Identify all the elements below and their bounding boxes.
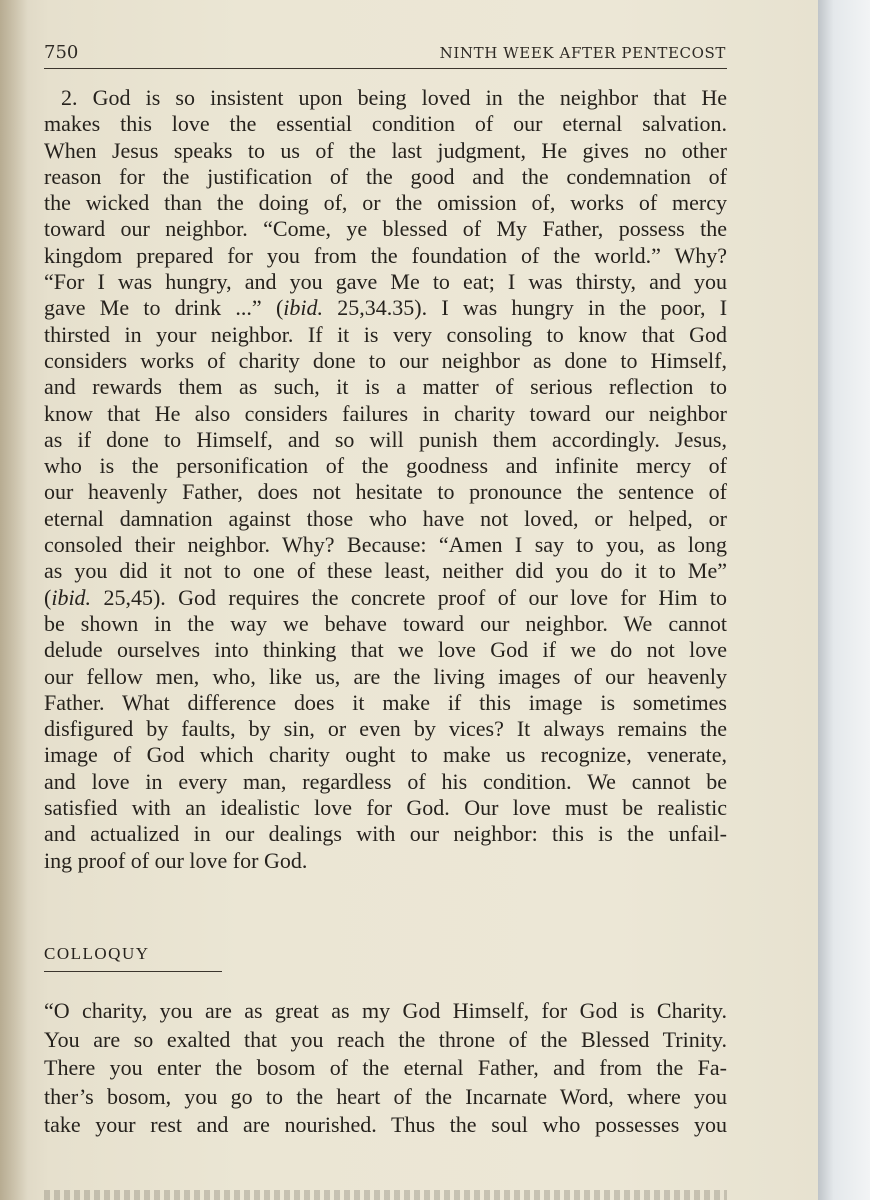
text-line: who is the personification of the goodness and infinite mercy of (44, 453, 727, 479)
text-line: makes this love the essential condition of our eternal salvation. (44, 111, 727, 137)
text-line: image of God which charity ought to make us recognize, venerate, (44, 742, 727, 768)
text-line: and actualized in our dealings with our neighbor: this is the unfail- (44, 821, 727, 847)
text-line: Father. What difference does it make if this image is sometimes (44, 689, 727, 715)
text-line: be shown in the way we behave toward our neighbor. We cannot (44, 610, 727, 636)
text-line: 2. God is so insistent upon being loved in the neighbor that He (61, 85, 727, 110)
text-line: our heavenly Father, does not hesitate to pronounce the sentence of (44, 479, 727, 505)
text-line: toward our neighbor. “Come, ye blessed of My Father, possess the (44, 216, 727, 242)
text-line: ther’s bosom, you go to the heart of the Incarnate Word, where you (44, 1083, 727, 1109)
text-line: You are so exalted that you reach the throne of the Blessed Trinity. (44, 1026, 727, 1052)
text-fragment: 25,34.35). I was hungry in the poor, I (337, 295, 728, 321)
text-line: “O charity, you are as great as my God Himself, for God is Charity. (44, 998, 727, 1023)
text-line: disfigured by faults, by sin, or even by vices? It always remains the (44, 716, 727, 742)
cut-off-next-line (44, 1190, 727, 1200)
colloquy-rule (44, 971, 222, 972)
text-line: satisfied with an idealistic love for God. Our love must be realistic (44, 795, 727, 821)
text-line: know that He also considers failures in charity toward our neighbor (44, 400, 727, 426)
text-line: consoled their neighbor. Why? Because: “Amen I say to you, as long (44, 532, 727, 558)
text-line: (ibid. 25,45). God requires the concrete proof of our love for Him to (44, 584, 727, 610)
gutter-shadow (0, 0, 28, 1200)
text-line: “For I was hungry, and you gave Me to eat; I was thirsty, and you (44, 269, 727, 295)
colloquy-paragraph (44, 997, 727, 1140)
text-line: kingdom prepared for you from the foundation of the world.” Why? (44, 242, 727, 268)
text-line: gave Me to drink ...” (ibid. 25,34.35). I was hungry in the poor, I (44, 295, 728, 321)
text-line: and love in every man, regardless of his condition. We cannot be (44, 768, 727, 794)
text-line-last: ing proof of our love for God. (44, 847, 308, 873)
citation-ibid: ibid. (283, 295, 324, 321)
text-line: the wicked than the doing of, or the omission of, works of mercy (44, 190, 727, 216)
text-line: eternal damnation against those who have not loved, or helped, or (44, 505, 727, 531)
text-line: There you enter the bosom of the eternal Father, and from the Fa- (44, 1055, 727, 1080)
page-number: 750 (44, 42, 79, 63)
text-fragment: 25,45). God requires the concrete proof of our love for Him to (103, 584, 727, 610)
citation-ibid: ibid. (51, 584, 92, 610)
text-fragment: gave Me to drink ...” (44, 295, 262, 321)
running-head: NINTH WEEK AFTER PENTECOST (439, 44, 726, 62)
text-line: considers works of charity done to our neighbor as done to Himself, (44, 347, 727, 373)
text-line: our fellow men, who, like us, are the living images of our heavenly (44, 663, 727, 689)
text-line: and rewards them as such, it is a matter of serious reflection to (44, 374, 727, 400)
text-line: thirsted in your neighbor. If it is very consoling to know that God (44, 321, 727, 347)
text-line: delude ourselves into thinking that we love God if we do not love (44, 637, 727, 663)
text-line: as you did it not to one of these least, neither did you do it to Me” (44, 558, 727, 584)
text-line: When Jesus speaks to us of the last judgment, He gives no other (44, 137, 727, 163)
text-line: take your rest and are nourished. Thus the soul who possesses you (44, 1112, 727, 1137)
background-surface (818, 0, 870, 1200)
colloquy-heading: COLLOQUY (44, 944, 150, 963)
header-rule (44, 68, 727, 69)
text-line: as if done to Himself, and so will punish them accordingly. Jesus, (44, 426, 727, 452)
text-line: reason for the justification of the good and the condemnation of (44, 163, 727, 189)
main-paragraph (44, 85, 727, 874)
